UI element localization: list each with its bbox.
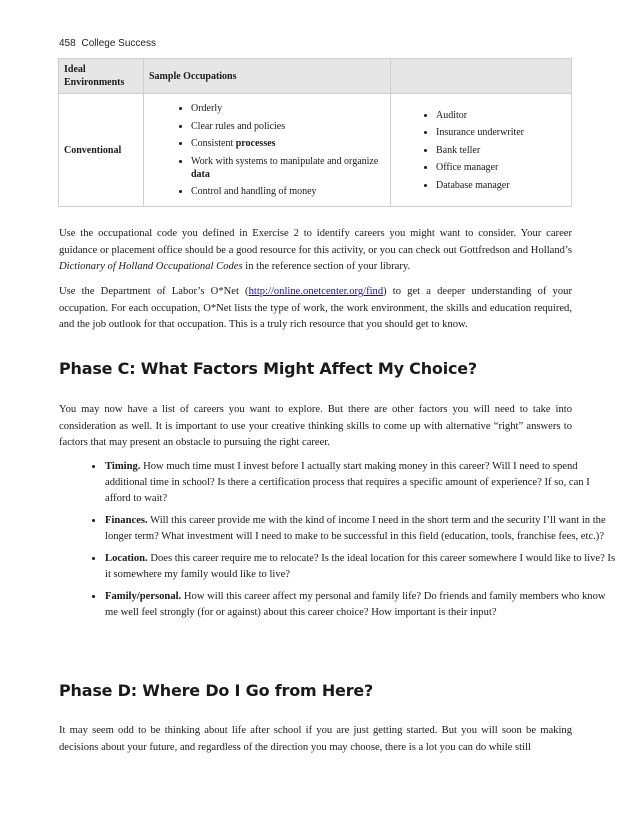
occupations-cell	[391, 94, 572, 207]
traits-cell	[144, 94, 391, 207]
header-ideal-environments: Ideal Environments	[59, 59, 144, 94]
book-title: College Success	[81, 38, 156, 49]
phase-d-heading: Phase D: Where Do I Go from Here?	[59, 681, 374, 700]
dictionary-title: Dictionary of Holland Occupational Codes	[59, 261, 243, 272]
phase-c-intro: You may now have a list of careers you want to explore. But there are other factors you will need to take into consideration as well. It is important to use your creative thinking skills to come up with alternative “right” answers to factors that may present an obstacle to pursuing the right career.	[59, 404, 572, 448]
list-item: • Consistent processes	[191, 137, 385, 150]
list-item: • Control and handling of money	[191, 185, 385, 198]
table-header-row	[59, 59, 572, 94]
list-item: • Finances. Will this career provide me with the kind of income I need in the short term and the security I’ll want in the longer term? What investment will I need to make to be successful in this field (education, tools, franchise fees, etc.)?	[104, 513, 617, 545]
list-item: • Orderly	[191, 102, 385, 115]
page-header	[59, 38, 156, 49]
list-item: • Family/personal. How will this career affect my personal and family life? Do friends and family members who know me well feel strongly (for or against) about this career choice? How important is their input?	[104, 589, 617, 621]
row-label: Conventional	[59, 94, 144, 207]
phase-c-heading: Phase C: What Factors Might Affect My Choice?	[59, 359, 478, 378]
list-item: • Office manager	[436, 161, 566, 174]
page-number: 458	[59, 38, 76, 49]
onet-link[interactable]: http://online.onetcenter.org/find	[248, 286, 384, 297]
environments-table	[58, 58, 572, 207]
onet-paragraph: Use the Department of Labor’s O*Net (http://online.onetcenter.org/find) to get a deeper understanding of your occupation. For each occupation, O*Net lists the type of work, the work environment, the skills and education required, and the job outlook for that occupation. This is a truly rich resource that you should get to know.	[59, 286, 572, 330]
list-item: • Insurance underwriter	[436, 126, 566, 139]
list-item: • Database manager	[436, 179, 566, 192]
header-empty	[391, 59, 572, 94]
list-item: • Location. Does this career require me to relocate? Is the ideal location for this career somewhere I would like to live? Is it somewhere my family would like to live?	[104, 551, 617, 583]
occupations-list	[396, 109, 566, 192]
list-item: • Timing. How much time must I invest before I actually start making money in this career? Will I need to spend additional time in school? Is there a certification process that requires a specific amount of experience? If so, can I afford to wait?	[104, 459, 617, 507]
table-row	[59, 94, 572, 207]
factors-list	[59, 459, 617, 627]
header-sample-occupations: Sample Occupations	[144, 59, 391, 94]
list-item: • Auditor	[436, 109, 566, 122]
list-item: • Bank teller	[436, 144, 566, 157]
phase-d-intro: It may seem odd to be thinking about life after school if you are just getting started. But you will soon be making decisions about your future, and regardless of the direction you may choose, there is a lot you can do while still	[59, 725, 572, 753]
traits-list	[149, 102, 385, 198]
occupational-code-paragraph: Use the occupational code you defined in Exercise 2 to identify careers you might want to consider. Your career guidance or placement office should be a good resource for this activity, or you can check out Gottfredson and Holland’s Dictionary of Holland Occupational Codes in the reference section of your library.	[59, 228, 572, 272]
list-item: • Clear rules and policies	[191, 120, 385, 133]
list-item: • Work with systems to manipulate and organize data	[191, 155, 385, 181]
